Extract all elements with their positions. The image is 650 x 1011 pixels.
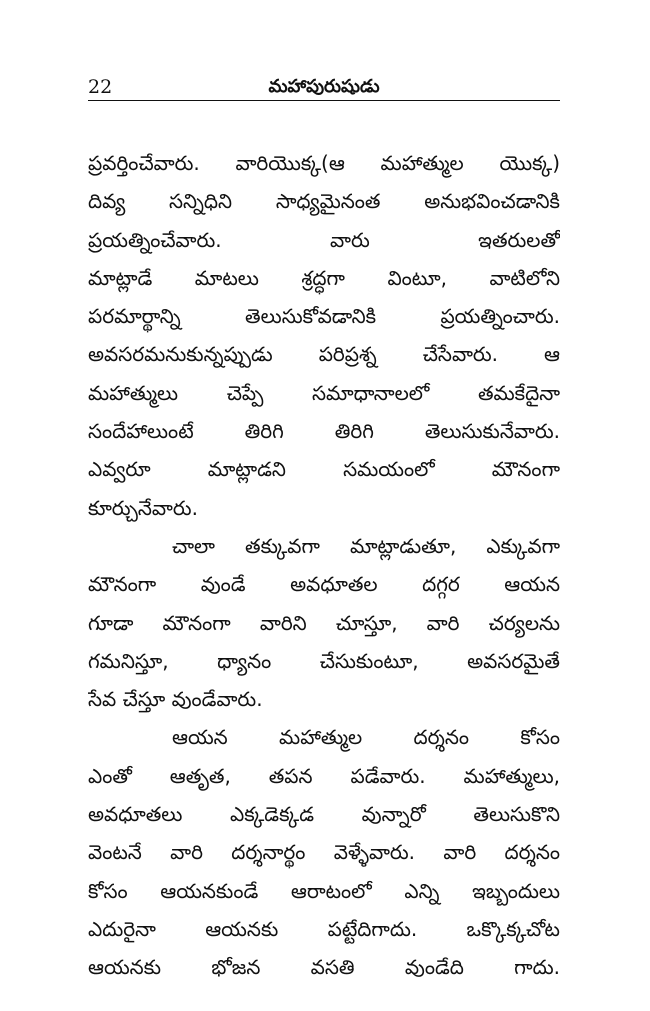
text-line: ఆయన మహాత్ముల దర్శనం కోసం (172, 725, 560, 750)
text-line: ఆయనకు భోజన వసతి వుండేది గాదు. (88, 955, 560, 980)
text-line: కోసం ఆయనకుండే ఆరాటంలో ఎన్ని ఇబ్బందులు (88, 878, 560, 903)
text-line: గూడా మౌనంగా వారిని చూస్తూ, వారి చర్యలను (88, 610, 560, 635)
text-line: ఎంతో ఆతృత, తపన పడేవారు. మహాత్ములు, (88, 763, 560, 788)
page-header (88, 74, 560, 101)
text-line: ఎదురైనా ఆయనకు పట్టేదిగాదు. ఒక్కొక్కచోట (88, 916, 560, 941)
text-line: ఎవ్వరూ మాట్లాడని సమయంలో మౌనంగా (88, 457, 560, 482)
text-line: చాలా తక్కువగా మాట్లాడుతూ, ఎక్కువగా (172, 533, 560, 558)
text-line: సందేహాలుంటే తిరిగి తిరిగి తెలుసుకునేవారు. (88, 419, 560, 444)
text-line: కూర్చునేవారు. (88, 495, 198, 520)
text-line: అవసరమనుకున్నప్పుడు పరిప్రశ్న చేసేవారు. ఆ (88, 342, 560, 367)
text-line: మహాత్ములు చెప్పే సమాధానాలలో తమకేదైనా (88, 380, 560, 405)
running-title: మహాపురుషుడు (268, 76, 380, 97)
text-line: అవధూతలు ఎక్కడెక్కడ వున్నారో తెలుసుకొని (88, 802, 560, 827)
text-line: మాట్లాడే మాటలు శ్రద్ధగా వింటూ, వాటిలోని (88, 265, 560, 290)
text-line: వెంటనే వారి దర్శనార్థం వెళ్ళేవారు. వారి దర్శనం (88, 840, 560, 865)
text-line: మౌనంగా వుండే అవధూతల దగ్గర ఆయన (88, 572, 560, 597)
text-line: పరమార్థాన్ని తెలుసుకోవడానికి ప్రయత్నించారు. (88, 304, 560, 329)
text-line: ప్రవర్తించేవారు. వారియొక్క(ఆ మహాత్ముల యొక్క) (88, 151, 560, 175)
text-line: దివ్య సన్నిధిని సాధ్యమైనంత అనుభవించడానికి (88, 189, 560, 214)
body-text (88, 144, 560, 987)
text-line: గమనిస్తూ, ధ్యానం చేసుకుంటూ, అవసరమైతే (88, 648, 560, 673)
text-line: సేవ చేస్తూ వుండేవారు. (88, 687, 263, 712)
page-number: 22 (88, 76, 113, 98)
text-line: ప్రయత్నించేవారు. వారు ఇతరులతో (88, 227, 560, 252)
